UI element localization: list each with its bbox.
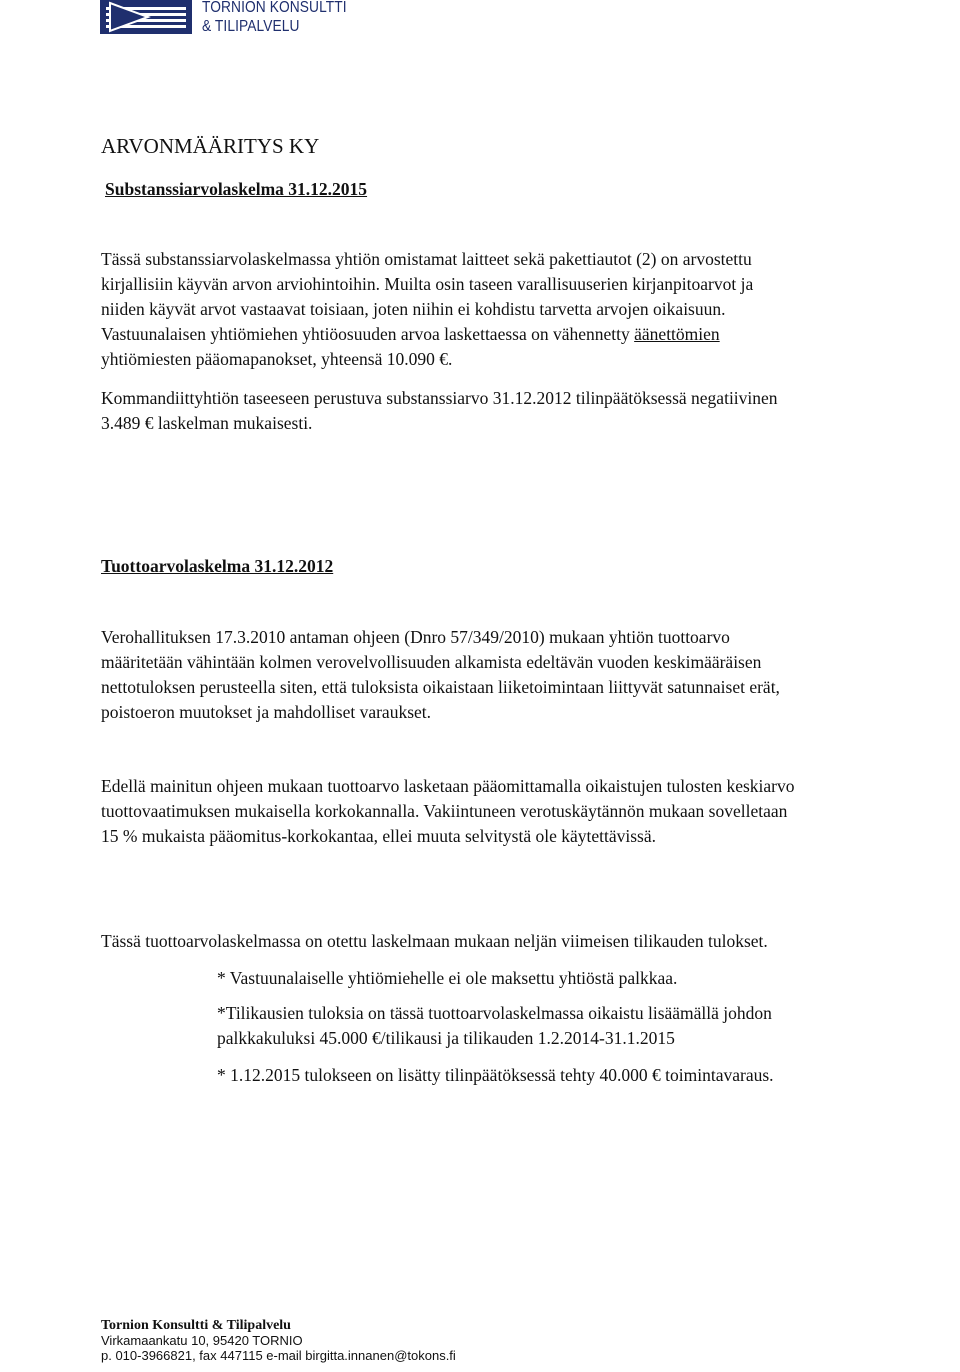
paragraph-substance-intro (101, 247, 931, 372)
note-adjustments (217, 1001, 772, 1051)
text-line: yhtiömiesten pääomapanokset, yhteensä 10.090 €. (101, 349, 453, 369)
text-line: poistoeron muutokset ja mahdolliset varaukset. (101, 702, 432, 722)
note-provision: * 1.12.2015 tulokseen on lisätty tilinpäätöksessä tehty 40.000 € toimintavaraus. (217, 1065, 774, 1085)
text-line (101, 322, 931, 347)
section-heading-substance: Substanssiarvolaskelma 31.12.2015 (105, 179, 368, 199)
text-line: kirjallisiin käyvän arvon arviohintoihin. Muilta osin taseen varallisuuserien kirjanpitoarvot ja (101, 274, 754, 294)
document-title: ARVONMÄÄRITYS KY (101, 134, 320, 158)
paragraph-tax-guidance (101, 625, 931, 725)
footer (101, 1318, 456, 1363)
paragraph-capitalization (101, 774, 931, 849)
paragraph-substance-value (101, 386, 931, 436)
logo-mark-icon (100, 0, 192, 34)
text-fragment: Vastuunalaisen yhtiömiehen yhtiöosuuden arvoa laskettaessa on vähennetty (101, 324, 635, 344)
text-line: Tässä substanssiarvolaskelmassa yhtiön omistamat laitteet sekä pakettiautot (2) on arvostettu (101, 249, 752, 269)
paragraph-yield-basis (101, 929, 931, 954)
note-no-salary: * Vastuunalaiselle yhtiömiehelle ei ole maksettu yhtiöstä palkkaa. (217, 968, 678, 988)
logo-line-1: TORNION KONSULTTI (202, 0, 347, 16)
footer-contact: p. 010-3966821, fax 447115 e-mail birgitta.innanen@tokons.fi (101, 1348, 456, 1363)
text-line: nettotuloksen perusteella siten, että tuloksista oikaistaan liiketoimintaan liittyvät satunnaiset erät, (101, 677, 780, 697)
text-line: *Tilikausien tuloksia on tässä tuottoarvolaskelmassa oikaistu lisäämällä johdon (217, 1003, 772, 1023)
text-line: 3.489 € laskelman mukaisesti. (101, 413, 313, 433)
text-line: Kommandiittyhtiön taseeseen perustuva substanssiarvo 31.12.2012 tilinpäätöksessä negatiivinen (101, 388, 778, 408)
footer-address: Virkamaankatu 10, 95420 TORNIO (101, 1333, 303, 1348)
text-line: määritetään vähintään kolmen verovelvollisuuden alkamista edeltävän vuoden keskimääräisen (101, 652, 762, 672)
text-line: 15 % mukaista pääomitus-korkokantaa, ellei muuta selvitystä ole käytettävissä. (101, 826, 656, 846)
text-line: niiden käyvät arvot vastaavat toisiaan, joten niihin ei kohdistu tarvetta arvojen oikaisuun. (101, 299, 726, 319)
text-line: palkkakuluksi 45.000 €/tilikausi ja tilikauden 1.2.2014-31.1.2015 (217, 1028, 675, 1048)
logo-text (202, 0, 347, 36)
logo-line-2: & TILIPALVELU (202, 18, 300, 35)
underlined-term: äänettömien (634, 324, 720, 344)
section-heading-yield: Tuottoarvolaskelma 31.12.2012 (101, 556, 334, 576)
text-line: Tässä tuottoarvolaskelmassa on otettu laskelmaan mukaan neljän viimeisen tilikauden tulokset. (101, 931, 768, 951)
company-logo (100, 0, 370, 36)
text-line: Edellä mainitun ohjeen mukaan tuottoarvo lasketaan pääomittamalla oikaistujen tulosten keskiarvo (101, 776, 795, 796)
text-line: tuottovaatimuksen mukaisella korkokannalla. Vakiintuneen verotuskäytännön mukaan sovelletaan (101, 801, 788, 821)
text-line: Verohallituksen 17.3.2010 antaman ohjeen (Dnro 57/349/2010) mukaan yhtiön tuottoarvo (101, 627, 730, 647)
footer-company: Tornion Konsultti & Tilipalvelu (101, 1318, 291, 1333)
